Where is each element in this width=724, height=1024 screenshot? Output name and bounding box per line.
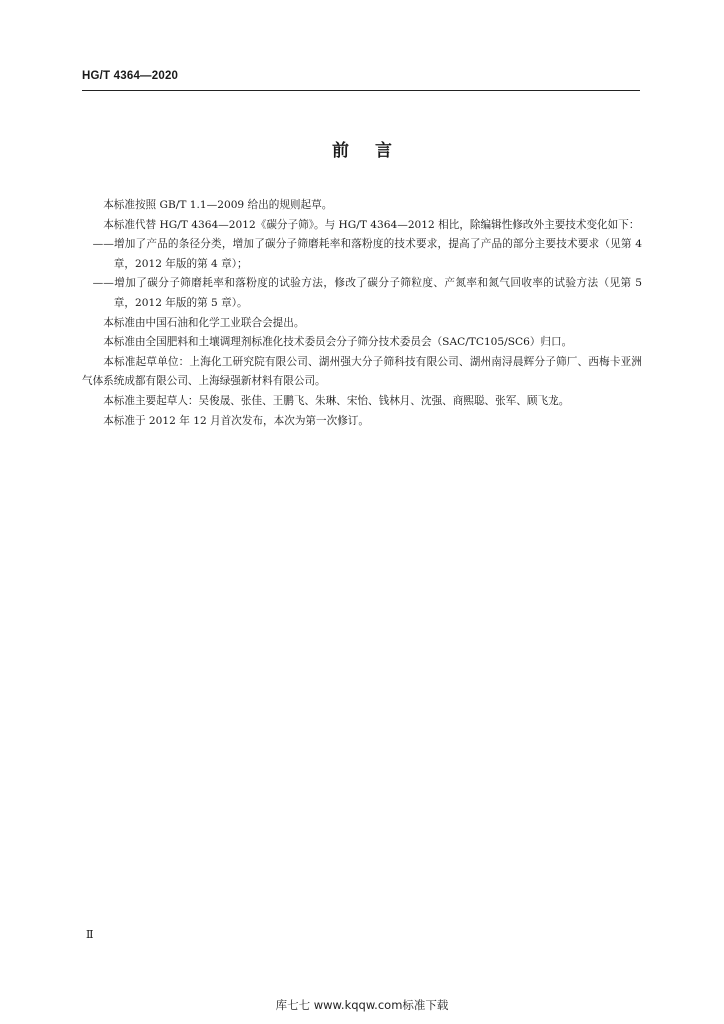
- paragraph-drafters: 本标准主要起草人：吴俊晟、张佳、王鹏飞、朱琳、宋怡、钱林月、沈强、商熙聪、张军、顾飞龙。: [103, 394, 570, 407]
- change-item-1: ——增加了产品的条径分类，增加了碳分子筛磨耗率和落粉度的技术要求，提高了产品的部分主要技术要求（见第 4 章，2012 年版的第 4 章）；: [92, 238, 642, 270]
- page-number: Ⅱ: [86, 929, 94, 941]
- foreword-body: [82, 196, 642, 431]
- paragraph-proposed-by: 本标准由中国石油和化学工业联合会提出。: [103, 316, 305, 329]
- paragraph-centralized-by: 本标准由全国肥料和土壤调理剂标准化技术委员会分子筛分技术委员会（SAC/TC105/SC6）归口。: [103, 336, 573, 349]
- standard-code: HG/T 4364—2020: [82, 70, 179, 82]
- header-divider: [82, 90, 640, 91]
- footer-watermark: 库七七 www.kqqw.com标准下载: [275, 998, 449, 1012]
- paragraph-publication-history: 本标准于 2012 年 12 月首次发布，本次为第一次修订。: [103, 414, 369, 427]
- paragraph-drafting-rules: 本标准按照 GB/T 1.1—2009 给出的规则起草。: [103, 199, 333, 211]
- page-title: 前言: [332, 141, 418, 161]
- paragraph-replaces: 本标准代替 HG/T 4364—2012《碳分子筛》。与 HG/T 4364—2012 相比，除编辑性修改外主要技术变化如下：: [103, 218, 640, 231]
- paragraph-drafting-units: 本标准起草单位：上海化工研究院有限公司、湖州强大分子筛科技有限公司、湖州南浔晨辉分子筛厂、西梅卡亚洲气体系统成都有限公司、上海绿强新材料有限公司。: [82, 355, 642, 388]
- change-item-2: ——增加了碳分子筛磨耗率和落粉度的试验方法，修改了碳分子筛粒度、产氮率和氮气回收率的试验方法（见第 5 章，2012 年版的第 5 章）。: [92, 277, 642, 309]
